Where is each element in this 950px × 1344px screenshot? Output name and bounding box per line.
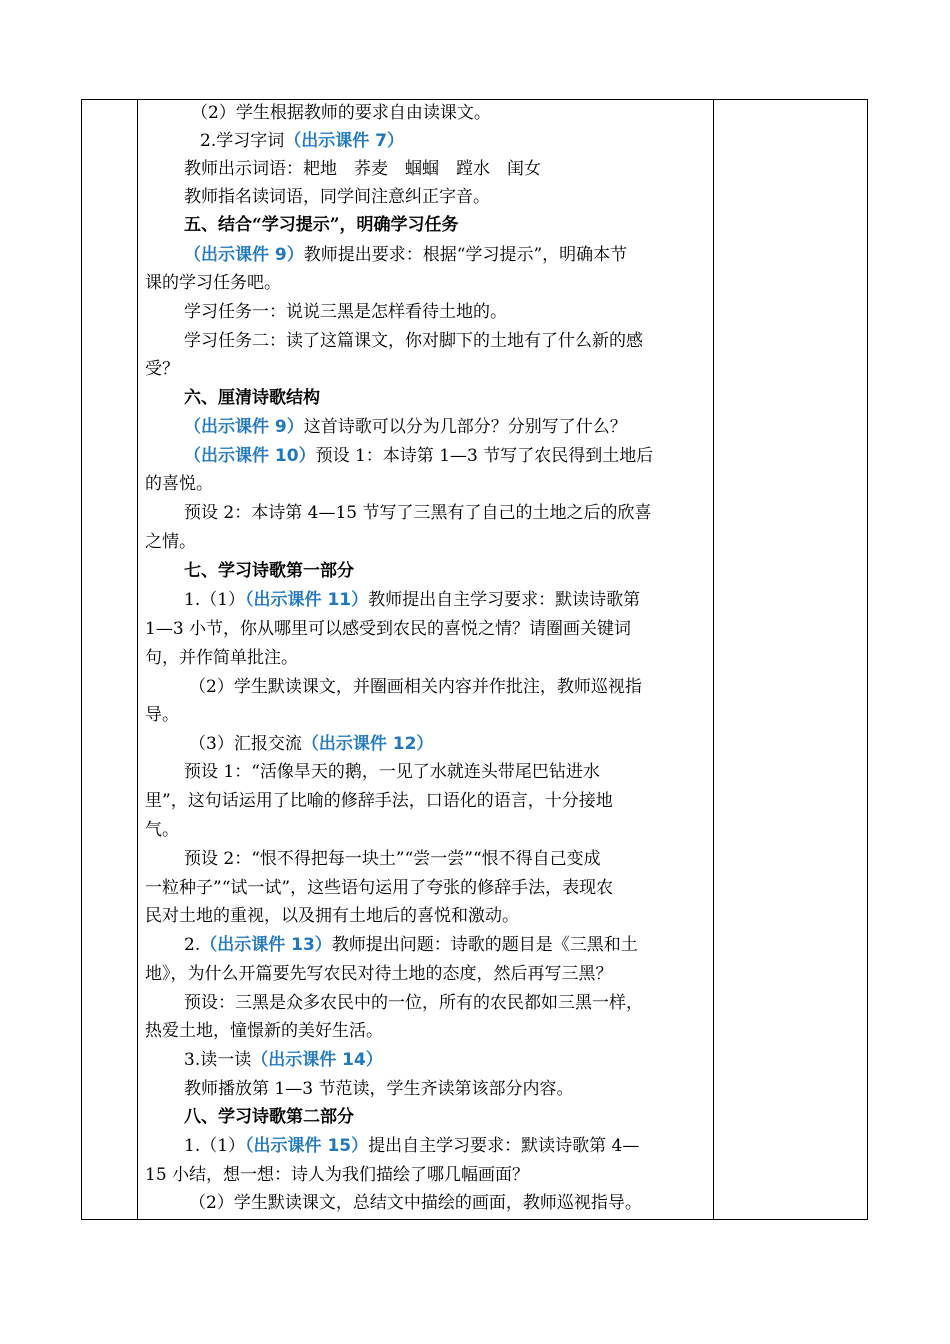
- text-line: [145, 358, 179, 380]
- text-segment: 学习任务二：读了这篇课文，你对脚下的土地有了什么新的感: [184, 331, 643, 351]
- text-segment: 教师提出问题：诗歌的题目是《三黑和土: [331, 935, 638, 955]
- text-line: [145, 531, 196, 553]
- text-line: [189, 1192, 642, 1214]
- text-segment: 教师播放第 1—3 节范读，学生齐读第该部分内容。: [184, 1079, 574, 1099]
- text-line: [184, 848, 601, 870]
- text-segment: 学习任务一：说说三黑是怎样看待土地的。: [184, 302, 507, 322]
- text-segment: 热爱土地，憧憬新的美好生活。: [145, 1021, 383, 1041]
- text-segment: 预设 2：本诗第 4—15 节写了三黑有了自己的土地之后的欣喜: [184, 503, 652, 523]
- text-segment: 地》，为什么开篇要先写农民对待土地的态度，然后再写三黑？: [145, 964, 613, 984]
- courseware-reference: （出示课件 9）: [184, 245, 304, 265]
- text-segment: 导。: [145, 705, 179, 725]
- text-segment: （2）学生默读课文，总结文中描绘的画面，教师巡视指导。: [189, 1193, 642, 1213]
- section-heading: 五、结合“学习提示”，明确学习任务: [184, 215, 459, 235]
- section-heading: 八、学习诗歌第二部分: [184, 1107, 354, 1127]
- text-line: [184, 1049, 383, 1071]
- text-segment: 教师指名读词语，同学间注意纠正字音。: [184, 187, 490, 207]
- text-segment: （2）学生默读课文，并圈画相关内容并作批注，教师巡视指: [189, 677, 642, 697]
- text-line: [184, 1078, 573, 1100]
- text-line: [184, 330, 643, 352]
- text-segment: 3.读一读: [184, 1050, 252, 1070]
- courseware-reference: （出示课件 13）: [200, 935, 332, 955]
- courseware-reference: （出示课件 7）: [284, 131, 404, 151]
- text-line: [184, 589, 640, 611]
- text-segment: 提出自主学习要求：默读诗歌第 4—: [368, 1136, 640, 1156]
- text-line: [184, 934, 638, 956]
- text-segment: 1—3 小节，你从哪里可以感受到农民的喜悦之情？请圈画关键词: [145, 619, 632, 639]
- text-segment: 1.（1）: [184, 590, 246, 610]
- text-line: [184, 416, 627, 438]
- text-segment: 15 小结，想一想：诗人为我们描绘了哪几幅画面？: [145, 1165, 530, 1185]
- text-line: [145, 905, 519, 927]
- text-line: [145, 473, 213, 495]
- text-segment: 之情。: [145, 532, 196, 552]
- courseware-reference: （出示课件 14）: [251, 1050, 383, 1070]
- text-segment: 课的学习任务吧。: [145, 273, 281, 293]
- courseware-reference: （出示课件 12）: [301, 734, 434, 754]
- text-segment: 预设 1：本诗第 1—3 节写了农民得到土地后: [315, 446, 654, 466]
- courseware-reference: （出示课件 11）: [245, 590, 369, 610]
- section-heading: 六、厘清诗歌结构: [184, 388, 320, 408]
- text-segment: 受？: [145, 359, 179, 379]
- text-segment: 1.（1）: [184, 1136, 246, 1156]
- text-line: [145, 704, 179, 726]
- text-line: [184, 158, 541, 180]
- right-column-divider: [713, 100, 714, 1219]
- lesson-plan-table: [81, 99, 868, 1220]
- text-line: [184, 186, 490, 208]
- text-line: [184, 445, 653, 467]
- text-line: [191, 102, 491, 124]
- text-segment: 预设：三黑是众多农民中的一位，所有的农民都如三黑一样，: [184, 993, 643, 1013]
- courseware-reference: （出示课件 15）: [245, 1136, 369, 1156]
- text-line: [184, 1106, 354, 1128]
- text-line: [145, 963, 613, 985]
- text-line: [145, 877, 613, 899]
- text-segment: 的喜悦。: [145, 474, 213, 494]
- text-segment: 教师提出自主学习要求：默读诗歌第: [368, 590, 641, 610]
- text-segment: 气。: [145, 820, 179, 840]
- text-line: [184, 502, 651, 524]
- text-segment: 里”，这句话运用了比喻的修辞手法，口语化的语言，十分接地: [145, 791, 613, 811]
- text-segment: 2.: [184, 935, 201, 955]
- text-segment: （2）学生根据教师的要求自由读课文。: [191, 103, 491, 123]
- text-line: [189, 733, 433, 755]
- text-line: [145, 618, 631, 640]
- section-heading: 七、学习诗歌第一部分: [184, 561, 354, 581]
- courseware-reference: （出示课件 9）: [184, 417, 304, 437]
- text-line: [200, 130, 404, 152]
- text-line: [184, 992, 643, 1014]
- text-segment: 这首诗歌可以分为几部分？分别写了什么？: [303, 417, 627, 437]
- text-segment: 民对土地的重视，以及拥有土地后的喜悦和激动。: [145, 906, 519, 926]
- text-segment: 句，并作简单批注。: [145, 648, 298, 668]
- text-line: [184, 1135, 639, 1157]
- text-segment: 教师出示词语：耙地 荞麦 蝈蝈 蹚水 闺女: [184, 159, 541, 179]
- text-line: [145, 819, 179, 841]
- text-line: [145, 790, 613, 812]
- left-column-divider: [137, 100, 138, 1219]
- courseware-reference: （出示课件 10）: [184, 446, 316, 466]
- text-line: [145, 1020, 383, 1042]
- text-segment: 预设 2：“恨不得把每一块土”“尝一尝”“恨不得自己变成: [184, 849, 601, 869]
- text-segment: （3）汇报交流: [189, 734, 302, 754]
- text-segment: 教师提出要求：根据“学习提示”，明确本节: [303, 245, 628, 265]
- text-segment: 预设 1：“活像旱天的鹅，一见了水就连头带尾巴钻进水: [184, 762, 600, 782]
- text-line: [184, 244, 627, 266]
- text-line: [184, 301, 507, 323]
- text-line: [184, 560, 354, 582]
- text-line: [184, 761, 600, 783]
- text-line: [184, 214, 459, 236]
- text-segment: 一粒种子”“试一试”，这些语句运用了夸张的修辞手法，表现农: [145, 878, 614, 898]
- text-line: [145, 647, 298, 669]
- text-line: [189, 676, 642, 698]
- text-line: [184, 387, 320, 409]
- text-line: [145, 1164, 529, 1186]
- text-line: [145, 272, 281, 294]
- text-segment: 2.学习字词: [200, 131, 285, 151]
